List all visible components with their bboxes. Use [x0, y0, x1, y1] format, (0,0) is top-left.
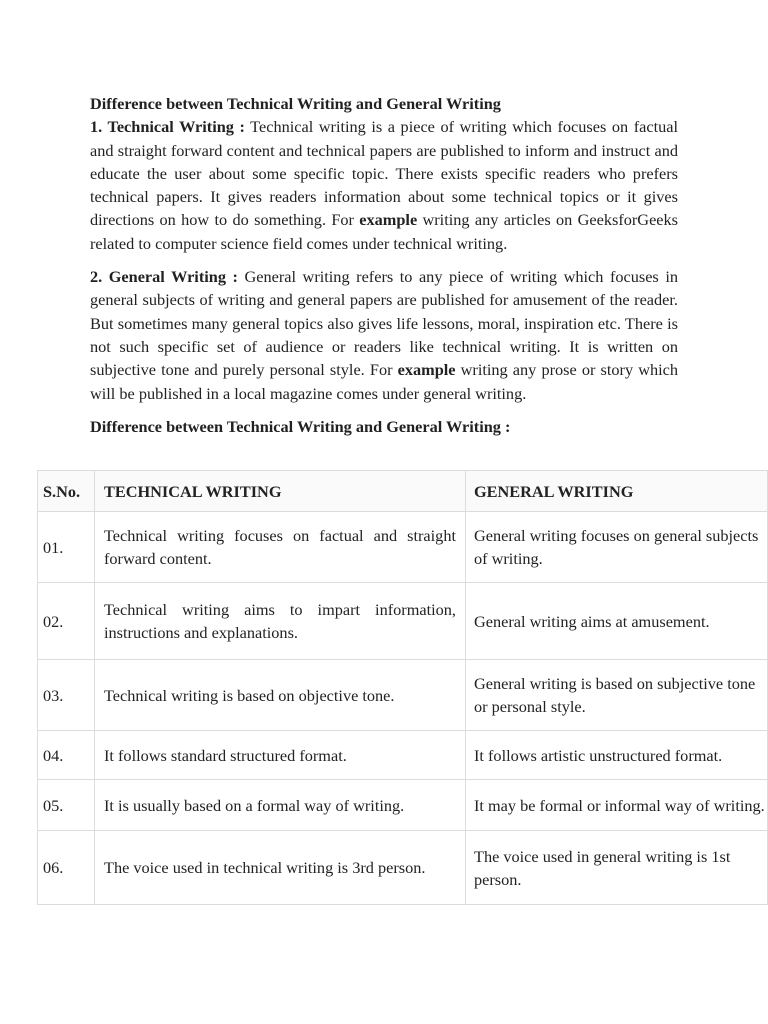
row-technical: The voice used in technical writing is 3rd person.	[95, 831, 466, 905]
table-row	[38, 731, 768, 780]
header-technical-writing: TECHNICAL WRITING	[95, 471, 466, 512]
header-general-writing: GENERAL WRITING	[466, 471, 768, 512]
row-general: General writing is based on subjective tone or personal style.	[466, 660, 768, 731]
article-body	[90, 92, 678, 438]
page-title: Difference between Technical Writing and General Writing	[90, 94, 501, 113]
table-row	[38, 831, 768, 905]
row-sno: 06.	[38, 831, 95, 905]
table-row	[38, 660, 768, 731]
row-general: The voice used in general writing is 1st person.	[466, 831, 768, 905]
table-row	[38, 583, 768, 660]
general-writing-paragraph	[90, 265, 678, 405]
technical-example-word: example	[359, 210, 418, 230]
row-sno: 01.	[38, 512, 95, 583]
row-general: General writing focuses on general subjects of writing.	[466, 512, 768, 583]
row-technical: Technical writing aims to impart information, instructions and explanations.	[95, 583, 466, 660]
row-technical: Technical writing is based on objective tone.	[95, 660, 466, 731]
row-general: It may be formal or informal way of writing.	[466, 780, 768, 831]
row-sno: 03.	[38, 660, 95, 731]
row-sno: 05.	[38, 780, 95, 831]
row-sno: 04.	[38, 731, 95, 780]
table-heading: Difference between Technical Writing and General Writing :	[90, 416, 511, 436]
general-writing-text-b: writing any prose or story which will be published in a local magazine comes under general writing.	[90, 360, 679, 403]
general-writing-text-a: General writing refers to any piece of writing which focuses in general subjects of writing and general papers are published for amusement of the reader. But sometimes many general topics also gives life lessons, moral, inspiration etc. There is not such specific set of audience or readers like technical writing. It is written on subjective tone and purely personal style. For	[90, 267, 678, 380]
technical-writing-label: 1. Technical Writing :	[90, 117, 245, 137]
row-general: General writing aims at amusement.	[466, 583, 768, 660]
row-sno: 02.	[38, 583, 95, 660]
comparison-table	[37, 470, 768, 905]
general-writing-label: 2. General Writing :	[90, 267, 238, 287]
row-technical: It is usually based on a formal way of writing.	[95, 780, 466, 831]
header-sno: S.No.	[38, 471, 95, 512]
row-general: It follows artistic unstructured format.	[466, 731, 768, 780]
technical-writing-text-a: Technical writing is a piece of writing which focuses on factual and straight forward content and technical papers are published to inform and instruct and educate the user about some specific topic. There exists specific readers who prefers technical papers. It gives readers information about some technical topics or it gives directions on how to do something. For	[90, 117, 678, 230]
table-header-row	[38, 471, 768, 512]
table-row	[38, 780, 768, 831]
row-technical: Technical writing focuses on factual and straight forward content.	[95, 512, 466, 583]
technical-writing-paragraph	[90, 115, 678, 255]
general-example-word: example	[397, 360, 456, 380]
technical-writing-text-b: writing any articles on GeeksforGeeks related to computer science field comes under technical writing.	[90, 210, 678, 253]
table-row	[38, 512, 768, 583]
row-technical: It follows standard structured format.	[95, 731, 466, 780]
